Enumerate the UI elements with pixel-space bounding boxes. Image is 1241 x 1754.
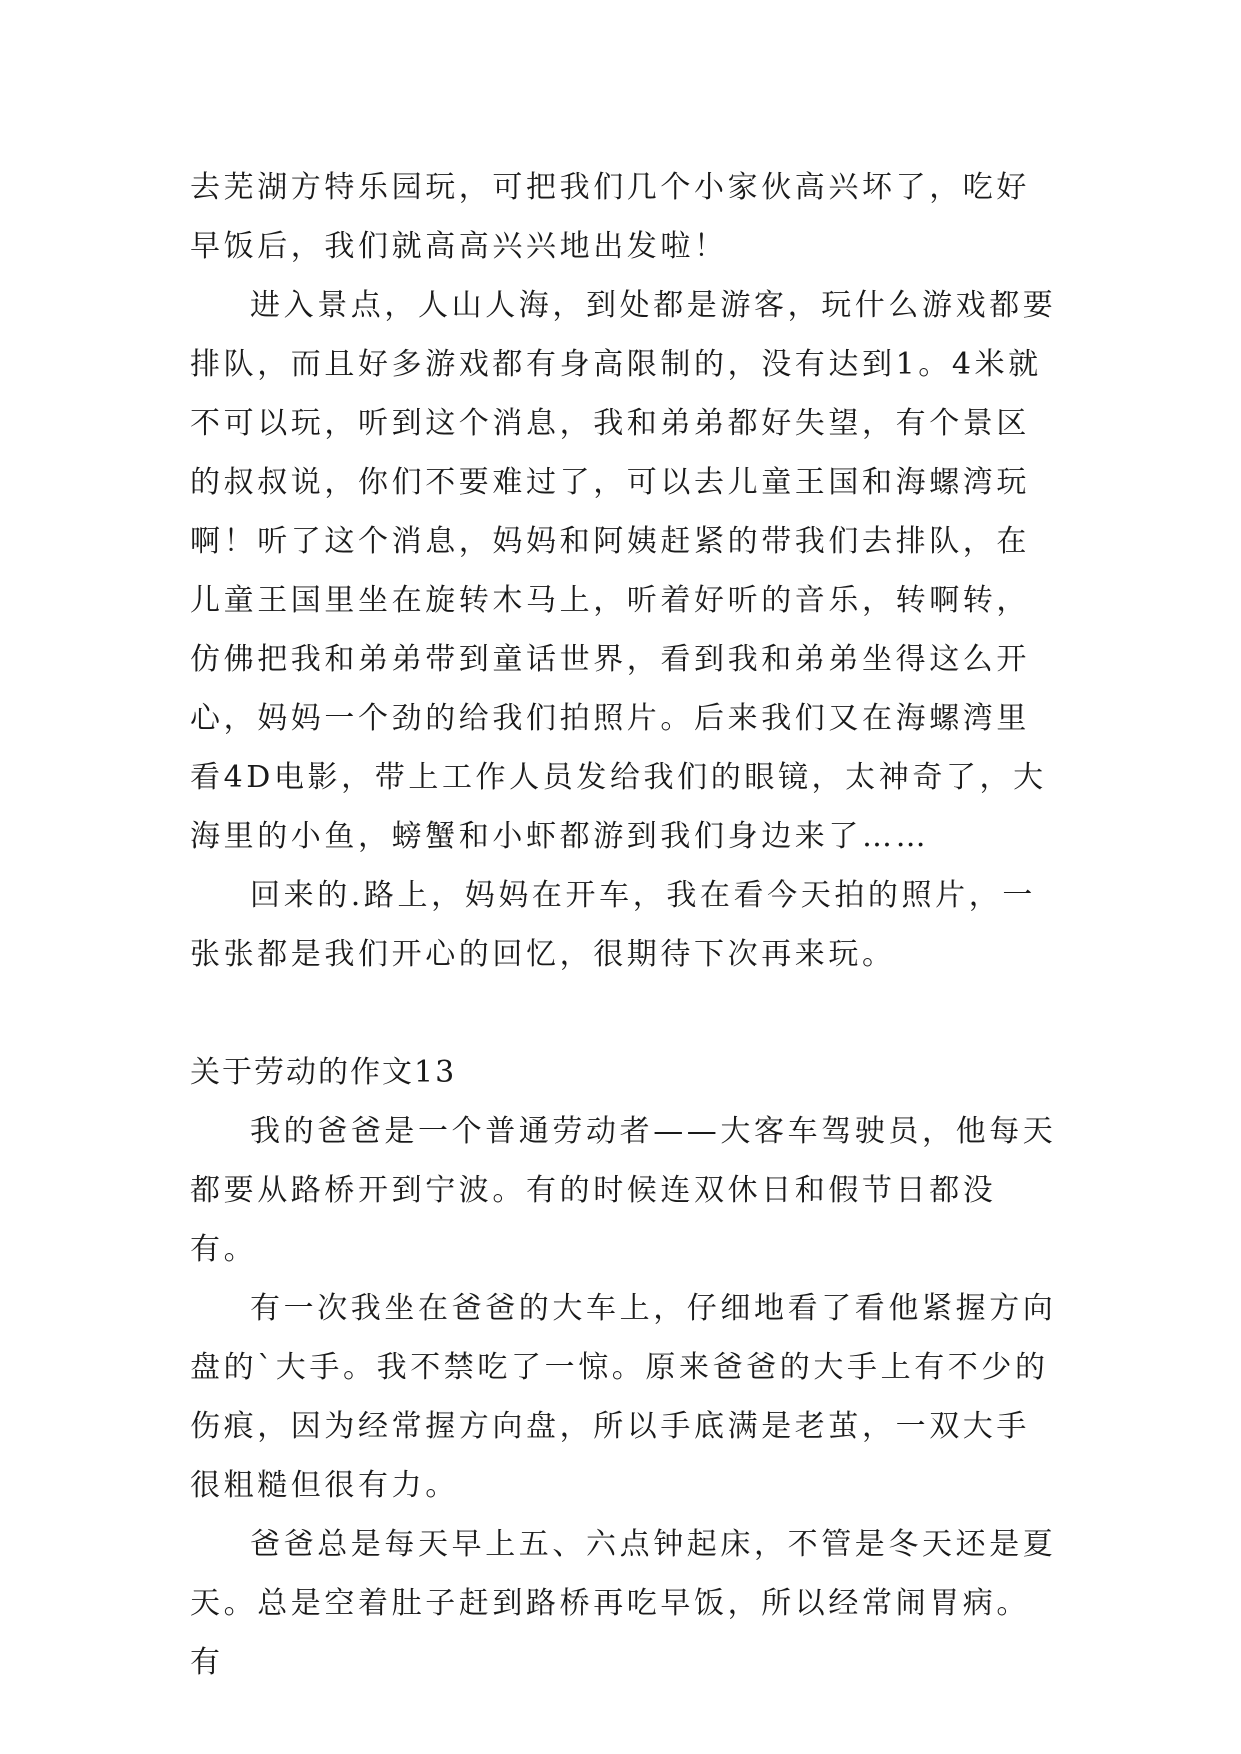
paragraph-2: 进入景点，人山人海，到处都是游客，玩什么游戏都要排队，而且好多游戏都有身高限制的，没有达到1。4米就不可以玩，听到这个消息，我和弟弟都好失望，有个景区的叔叔说，你们不要难过了，可以去儿童王国和海螺湾玩啊！听了这个消息，妈妈和阿姨赶紧的带我们去排队，在儿童王国里坐在旋转木马上，听着好听的音乐，转啊转，仿佛把我和弟弟带到童话世界，看到我和弟弟坐得这么开心，妈妈一个劲的给我们拍照片。后来我们又在海螺湾里看4D电影，带上工作人员发给我们的眼镜，太神奇了，大海里的小鱼，螃蟹和小虾都游到我们身边来了…… <box>190 288 1057 854</box>
paragraph-1: 去芜湖方特乐园玩，可把我们几个小家伙高兴坏了，吃好早饭后，我们就高高兴兴地出发啦！ <box>190 170 1030 264</box>
paragraph-3: 回来的.路上，妈妈在开车，我在看今天拍的照片，一张张都是我们开心的回忆，很期待下次再来玩。 <box>190 878 1036 972</box>
section-title: 关于劳动的作文13 <box>190 1055 457 1090</box>
document-body <box>190 158 1060 1692</box>
paragraph-6: 爸爸总是每天早上五、六点钟起床，不管是冬天还是夏天。总是空着肚子赶到路桥再吃早饭，所以经常闹胃病。有 <box>190 1527 1057 1680</box>
section-spacer <box>190 984 1060 1043</box>
paragraph-4: 我的爸爸是一个普通劳动者——大客车驾驶员，他每天都要从路桥开到宁波。有的时候连双休日和假节日都没有。 <box>190 1114 1057 1267</box>
paragraph-5: 有一次我坐在爸爸的大车上，仔细地看了看他紧握方向盘的`大手。我不禁吃了一惊。原来爸爸的大手上有不少的伤痕，因为经常握方向盘，所以手底满是老茧，一双大手很粗糙但很有力。 <box>190 1291 1057 1503</box>
